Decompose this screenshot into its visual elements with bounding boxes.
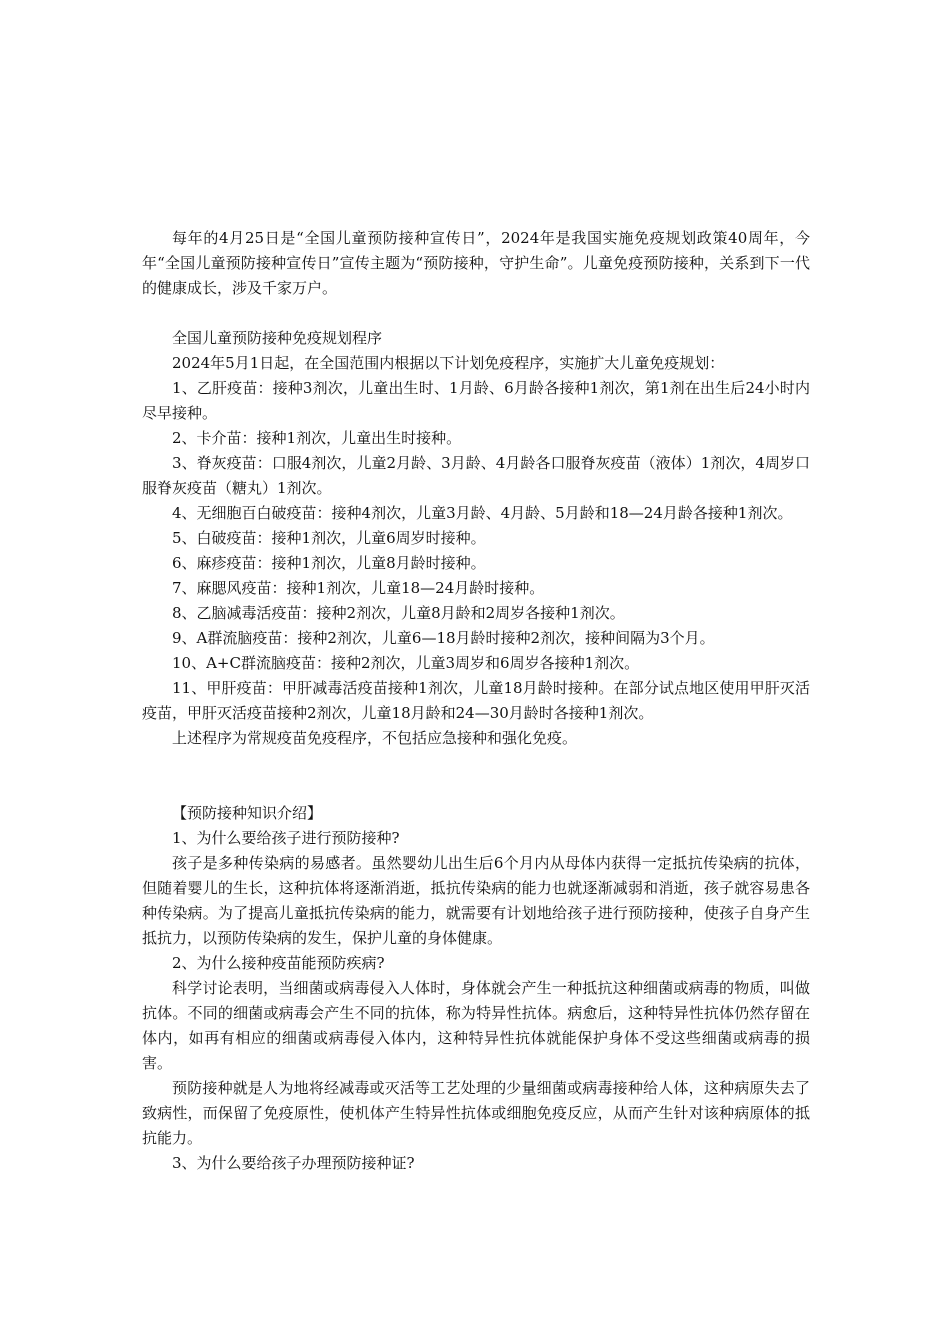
answer-2-paragraph-1: 科学讨论表明，当细菌或病毒侵入人体时，身体就会产生一种抵抗这种细菌或病毒的物质，叫做抗体。不同的细菌或病毒会产生不同的抗体，称为特异性抗体。病愈后，这种特异性抗体仍然存留在体内，如再有相应的细菌或病毒侵入体内，这种特异性抗体就能保护身体不受这些细菌或病毒的损害。: [142, 979, 810, 1072]
schedule-item-11: 11、甲肝疫苗：甲肝减毒活疫苗接种1剂次，儿童18月龄时接种。在部分试点地区使用甲肝灭活疫苗，甲肝灭活疫苗接种2剂次，儿童18月龄和24—30月龄时各接种1剂次。: [142, 679, 810, 722]
schedule-item-8: 8、乙脑减毒活疫苗：接种2剂次，儿童8月龄和2周岁各接种1剂次。: [172, 604, 625, 622]
question-2: 2、为什么接种疫苗能预防疾病?: [172, 954, 385, 972]
spacer: [142, 751, 810, 801]
knowledge-heading: 【预防接种知识介绍】: [172, 804, 323, 822]
schedule-lead: 2024年5月1日起，在全国范围内根据以下计划免疫程序，实施扩大儿童免疫规划：: [172, 354, 725, 372]
schedule-item-1: 1、乙肝疫苗：接种3剂次，儿童出生时、1月龄、6月龄各接种1剂次，第1剂在出生后24小时内尽早接种。: [142, 379, 810, 422]
schedule-item-10: 10、A+C群流脑疫苗：接种2剂次，儿童3周岁和6周岁各接种1剂次。: [172, 654, 640, 672]
schedule-item-7: 7、麻腮风疫苗：接种1剂次，儿童18—24月龄时接种。: [172, 579, 545, 597]
schedule-item-5: 5、白破疫苗：接种1剂次，儿童6周岁时接种。: [172, 529, 486, 547]
schedule-item-3: 3、脊灰疫苗：口服4剂次，儿童2月龄、3月龄、4月龄各口服脊灰疫苗（液体）1剂次，4周岁口服脊灰疫苗（糖丸）1剂次。: [142, 454, 810, 497]
schedule-item-2: 2、卡介苗：接种1剂次，儿童出生时接种。: [172, 429, 462, 447]
intro-paragraph: 每年的4月25日是“全国儿童预防接种宣传日”，2024年是我国实施免疫规划政策40周年，今年“全国儿童预防接种宣传日”宣传主题为“预防接种，守护生命”。儿童免疫预防接种，关系到下一代的健康成长，涉及千家万户。: [142, 229, 810, 297]
schedule-item-9: 9、A群流脑疫苗：接种2剂次，儿童6—18月龄时接种2剂次，接种间隔为3个月。: [172, 629, 715, 647]
answer-1: 孩子是多种传染病的易感者。虽然婴幼儿出生后6个月内从母体内获得一定抵抗传染病的抗体，但随着婴儿的生长，这种抗体将逐渐消逝，抵抗传染病的能力也就逐渐减弱和消逝，孩子就容易患各种传染病。为了提高儿童抵抗传染病的能力，就需要有计划地给孩子进行预防接种，使孩子自身产生抵抗力，以预防传染病的发生，保护儿童的身体健康。: [142, 854, 810, 947]
question-3: 3、为什么要给孩子办理预防接种证?: [172, 1154, 415, 1172]
answer-2-paragraph-2: 预防接种就是人为地将经减毒或灭活等工艺处理的少量细菌或病毒接种给人体，这种病原失去了致病性，而保留了免疫原性，使机体产生特异性抗体或细胞免疫反应，从而产生针对该种病原体的抵抗能力。: [142, 1079, 810, 1147]
schedule-item-4: 4、无细胞百白破疫苗：接种4剂次，儿童3月龄、4月龄、5月龄和18—24月龄各接种1剂次。: [172, 504, 793, 522]
schedule-item-6: 6、麻疹疫苗：接种1剂次，儿童8月龄时接种。: [172, 554, 486, 572]
schedule-note: 上述程序为常规疫苗免疫程序，不包括应急接种和强化免疫。: [172, 729, 578, 747]
schedule-heading: 全国儿童预防接种免疫规划程序: [172, 329, 383, 347]
document-body: [142, 226, 810, 1176]
question-1: 1、为什么要给孩子进行预防接种?: [172, 829, 400, 847]
spacer: [142, 301, 810, 326]
